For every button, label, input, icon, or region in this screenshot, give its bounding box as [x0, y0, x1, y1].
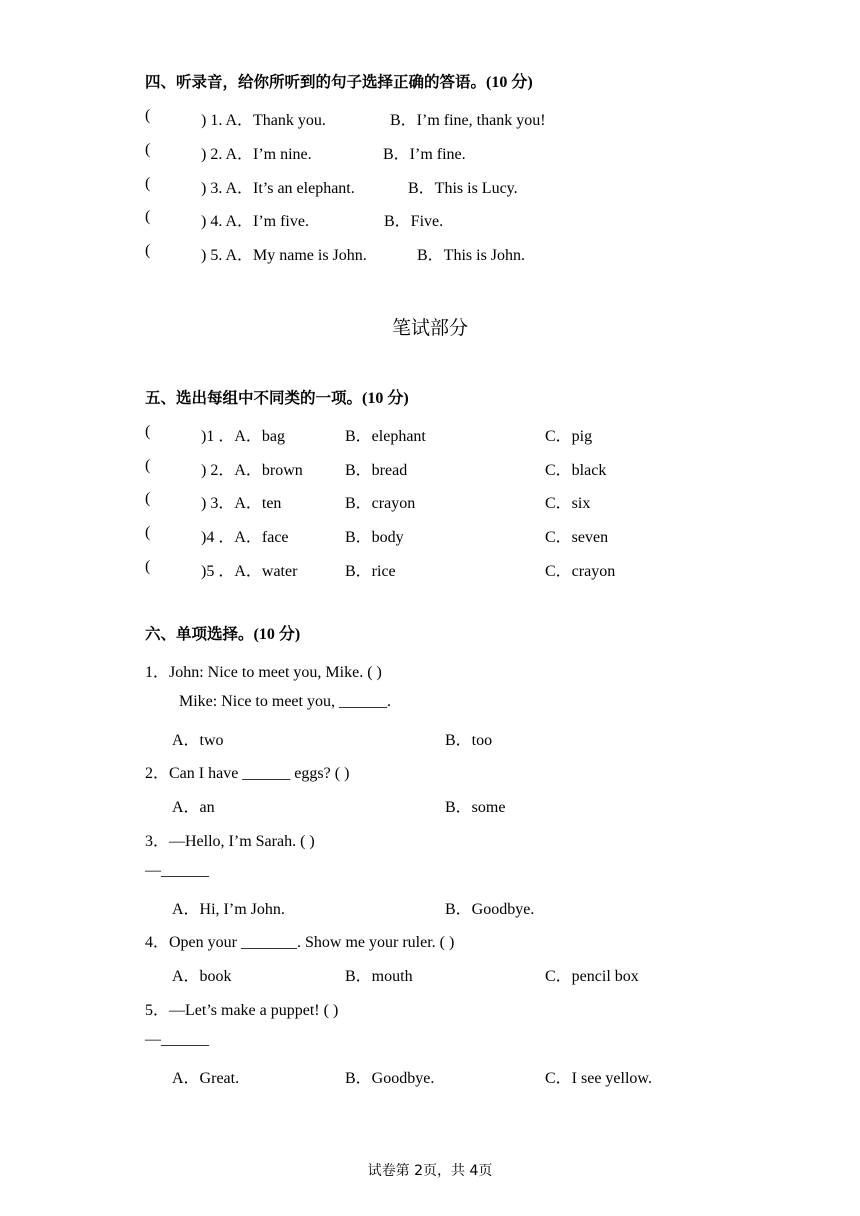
option-a: )4 ．A．face	[201, 529, 289, 546]
option-a: ) 2．A．brown	[201, 462, 303, 479]
answer-paren[interactable]: (	[145, 524, 151, 541]
question-line: Mike: Nice to meet you, ______.	[179, 693, 391, 710]
option-c: C．pencil box	[545, 968, 639, 985]
option-b: B．too	[445, 732, 493, 749]
answer-paren[interactable]: (	[145, 175, 151, 192]
option-a: A．Great.	[172, 1070, 240, 1087]
answer-paren[interactable]: (	[145, 141, 151, 158]
section5-title	[145, 388, 409, 409]
answer-paren[interactable]: (	[145, 457, 151, 474]
answer-paren[interactable]: (	[145, 242, 151, 259]
option-a: ) 4. A．I’m five.	[201, 213, 309, 230]
option-c: C．pig	[545, 428, 593, 445]
answer-paren[interactable]: (	[145, 490, 151, 507]
option-c: C．seven	[545, 529, 609, 546]
option-b: B．Five.	[384, 213, 444, 230]
option-b: B．This is Lucy.	[408, 180, 518, 197]
option-b: B．This is John.	[417, 247, 526, 264]
option-b: B．I’m fine.	[383, 146, 466, 163]
question-stem: 2．Can I have ______ eggs? ( )	[145, 765, 350, 782]
option-b: B．bread	[345, 462, 408, 479]
written-part-title: 笔试部分	[391, 317, 468, 339]
answer-paren[interactable]: (	[145, 208, 151, 225]
answer-blank: —______	[145, 862, 209, 879]
question-stem: 1．John: Nice to meet you, Mike. ( )	[145, 664, 382, 681]
section6-title	[145, 624, 300, 645]
section5-score: (10 分)	[362, 390, 409, 407]
section4-title-text: 四、听录音，给你所听到的句子选择正确的答语。	[145, 73, 487, 91]
section4-title	[145, 72, 533, 93]
option-b: B．mouth	[345, 968, 413, 985]
option-c: C．I see yellow.	[545, 1070, 652, 1087]
option-c: C．crayon	[545, 563, 616, 580]
question-stem: 4．Open your _______. Show me your ruler. ( )	[145, 934, 455, 951]
option-b: B．body	[345, 529, 404, 546]
section5-title-text: 五、选出每组中不同类的一项。	[145, 389, 363, 407]
section6-title-text: 六、单项选择。	[145, 625, 254, 643]
answer-paren[interactable]: (	[145, 107, 151, 124]
option-b: B．Goodbye.	[345, 1070, 435, 1087]
option-b: B．elephant	[345, 428, 426, 445]
answer-blank: —______	[145, 1031, 209, 1048]
option-b: B．crayon	[345, 495, 416, 512]
option-b: B．I’m fine, thank you!	[390, 112, 546, 129]
answer-paren[interactable]: (	[145, 423, 151, 440]
option-a: A．Hi, I’m John.	[172, 901, 285, 918]
answer-paren[interactable]: (	[145, 558, 151, 575]
option-a: ) 3．A．ten	[201, 495, 282, 512]
option-a: )5 ．A．water	[201, 563, 298, 580]
option-b: B．rice	[345, 563, 396, 580]
option-a: ) 1. A．Thank you.	[201, 112, 326, 129]
option-b: B．Goodbye.	[445, 901, 535, 918]
question-stem: 5．—Let’s make a puppet! ( )	[145, 1002, 339, 1019]
page-footer: 试卷第 2页，共 4页	[367, 1163, 493, 1179]
option-a: A．an	[172, 799, 215, 816]
option-a: ) 3. A．It’s an elephant.	[201, 180, 355, 197]
option-a: )1 ．A．bag	[201, 428, 285, 445]
option-b: B．some	[445, 799, 506, 816]
question-stem: 3．—Hello, I’m Sarah. ( )	[145, 833, 315, 850]
section4-score: (10 分)	[486, 74, 533, 91]
option-a: A．two	[172, 732, 224, 749]
section6-score: (10 分)	[253, 626, 301, 643]
option-a: ) 5. A．My name is John.	[201, 247, 367, 264]
option-a: A．book	[172, 968, 232, 985]
option-a: ) 2. A．I’m nine.	[201, 146, 312, 163]
option-c: C．six	[545, 495, 591, 512]
option-c: C．black	[545, 462, 607, 479]
